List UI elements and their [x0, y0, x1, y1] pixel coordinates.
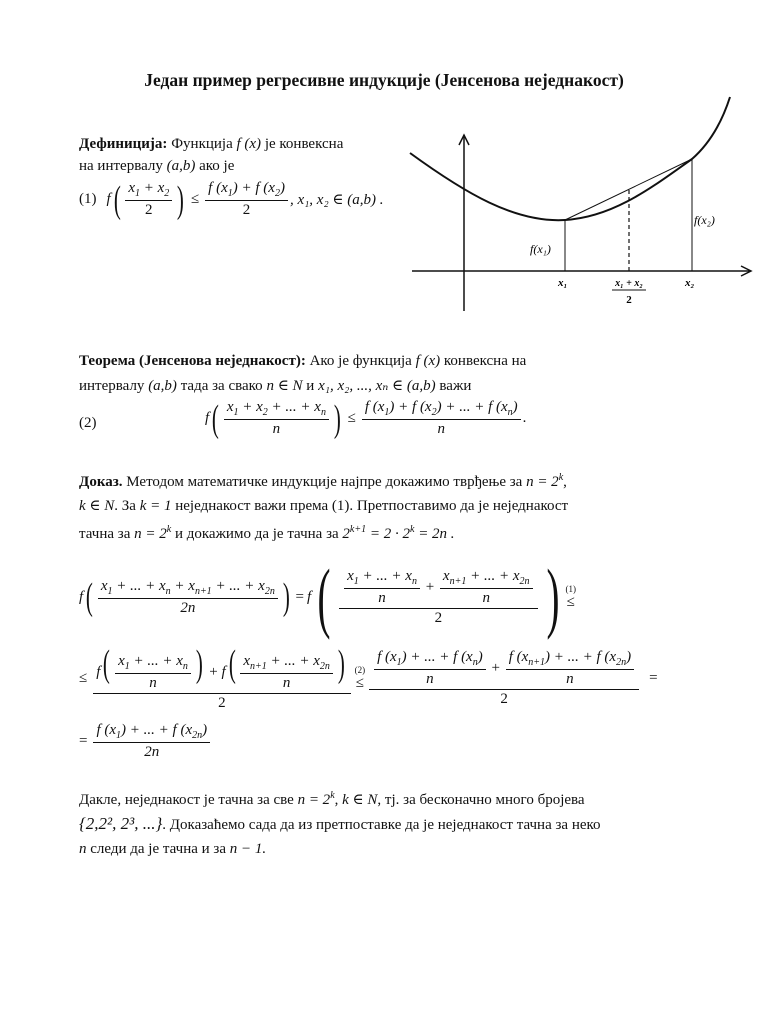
proof-eq-end: = 2n .	[418, 526, 455, 542]
conclusion-n-minus-1: n − 1.	[229, 841, 267, 857]
definition-text: на интервалу	[79, 158, 163, 174]
proof-block	[79, 467, 699, 545]
page-title: Један пример регресивне индукције (Јенсенова неједнакост)	[144, 70, 624, 90]
convex-curve	[410, 97, 730, 220]
theorem-text: Ако је функција	[309, 353, 412, 369]
conclusion-set: {2,2², 2³, ...}	[79, 814, 163, 833]
conclusion-text: . Доказаћемо сада да из претпоставке да је неједнакост тачна за неко	[162, 817, 601, 833]
definition-heading: Дефиниција:	[79, 136, 168, 152]
definition-text: је конвексна	[264, 136, 344, 152]
chord-line	[565, 159, 692, 220]
proof-k1: k = 1	[139, 498, 172, 514]
proof-line3: тачна за $n = 2^k$ и докажимо да је тачна за $2^{k+1} = 2 \cdot 2^k = 2n$ .	[79, 524, 455, 542]
conclusion-text: тј. за бесконачно много бројева	[384, 792, 585, 808]
label-fx2: f(x₂)	[694, 213, 715, 227]
proof-k: k ∈ N	[79, 498, 115, 514]
definition-line2	[79, 155, 409, 177]
conclusion-n: n	[79, 841, 87, 857]
proof-text: . За	[114, 498, 136, 514]
theorem-n: n ∈ N	[266, 378, 303, 394]
derivation-line-1: f ( $\frac{x_1 + ... + x_n + x_{n+1} + ... + x_{2n}}{2n}$ ) = f ( $\frac{x_1 + ... + x_n}{n}$ + $\frac{x_{n+1} + ... + x_{2n}}{n}$ 2 ) (1) ≤	[79, 553, 576, 640]
definition-text: ако је	[199, 158, 235, 174]
theorem-text: интервалу	[79, 378, 145, 394]
proof-text: тачна за	[79, 526, 131, 542]
definition-block	[79, 133, 409, 177]
proof-text: и докажимо да је тачна за	[174, 526, 339, 542]
theorem-fx: f (x)	[415, 353, 441, 369]
proof-eq: = 2 · 2	[369, 526, 410, 542]
label-x1: x₁	[558, 277, 568, 289]
theorem-text: конвексна на	[443, 353, 527, 369]
definition-line1	[79, 133, 409, 155]
definition-text: Функција	[171, 136, 233, 152]
theorem-heading: Теорема (Јенсенова неједнакост):	[79, 353, 306, 369]
definition-interval: (a,b)	[166, 158, 196, 174]
label-mid-den: 2	[626, 294, 632, 306]
theorem-line2	[79, 375, 699, 397]
proof-text: неједнакост важи према (1). Претпоставимо да је неједнакост	[175, 498, 569, 514]
label-mid-num: x₁ + x₂	[615, 278, 643, 289]
proof-line1: Доказ. Методом математичке индукције најпре докажимо тврђење за $n = 2^k$,	[79, 472, 567, 490]
proof-line2	[79, 495, 699, 517]
theorem-xs: x₁, x₂, ..., xₙ ∈ (a,b)	[318, 378, 436, 394]
conclusion-text: следи да је тачна и за	[90, 841, 227, 857]
conclusion-line3	[79, 838, 699, 860]
theorem-line1	[79, 350, 699, 372]
definition-fx: f (x)	[236, 136, 262, 152]
derivation-line-3: = $\frac{f (x_1) + ... + f (x_{2n})}{2n}$	[79, 722, 212, 761]
theorem-text: и	[306, 378, 315, 394]
conclusion-block	[79, 785, 699, 860]
equation-1-domain: , x₁, x₂ ∈ (a,b) .	[289, 192, 384, 208]
theorem-text: важи	[439, 378, 472, 394]
equation-1-label: (1)	[79, 191, 97, 207]
conclusion-line2	[79, 813, 699, 836]
proof-text: Методом математичке индукције најпре докажимо тврђење за	[126, 474, 523, 490]
theorem-text: тада за свако	[180, 378, 263, 394]
derivation-line-2: ≤ f( $\frac{x_1 + ... + x_n}{n}$ ) + f( $\frac{x_{n+1} + ... + x_{2n}}{n}$ ) 2 (2) ≤ $\frac{f (x_1) + ... + f (x_n)}{n}$ + $\frac{f (x_{n+1}) + ... + f (x_{2n})}{n}$ 2 =	[79, 643, 658, 712]
label-x2: x₂	[685, 277, 695, 289]
conclusion-line1: Дакле, неједнакост је тачна за све $n = 2^k$, k ∈ N, тј. за бесконачно много бројева	[79, 790, 585, 808]
theorem-interval: (a,b)	[148, 378, 177, 394]
label-fx1: f(x₁)	[530, 242, 551, 256]
proof-heading: Доказ.	[79, 474, 123, 490]
theorem-block	[79, 350, 699, 397]
conclusion-text: Дакле, неједнакост је тачна за све	[79, 792, 294, 808]
equation-1: (1) f ( $\frac{x_1 + x_2}{2}$ ) ≤ $\frac{f (x_1) + f (x_2)}{2}$ , x₁, x₂ ∈ (a,b) .	[79, 178, 384, 221]
convexity-figure	[405, 95, 760, 320]
equation-2: f ( $\frac{x_1 + x_2 + ... + x_n}{n}$ ) ≤ $\frac{f (x_1) + f (x_2) + ... + f (x_n)}{n}$ .	[205, 397, 527, 440]
equation-2-label: (2)	[79, 415, 97, 431]
